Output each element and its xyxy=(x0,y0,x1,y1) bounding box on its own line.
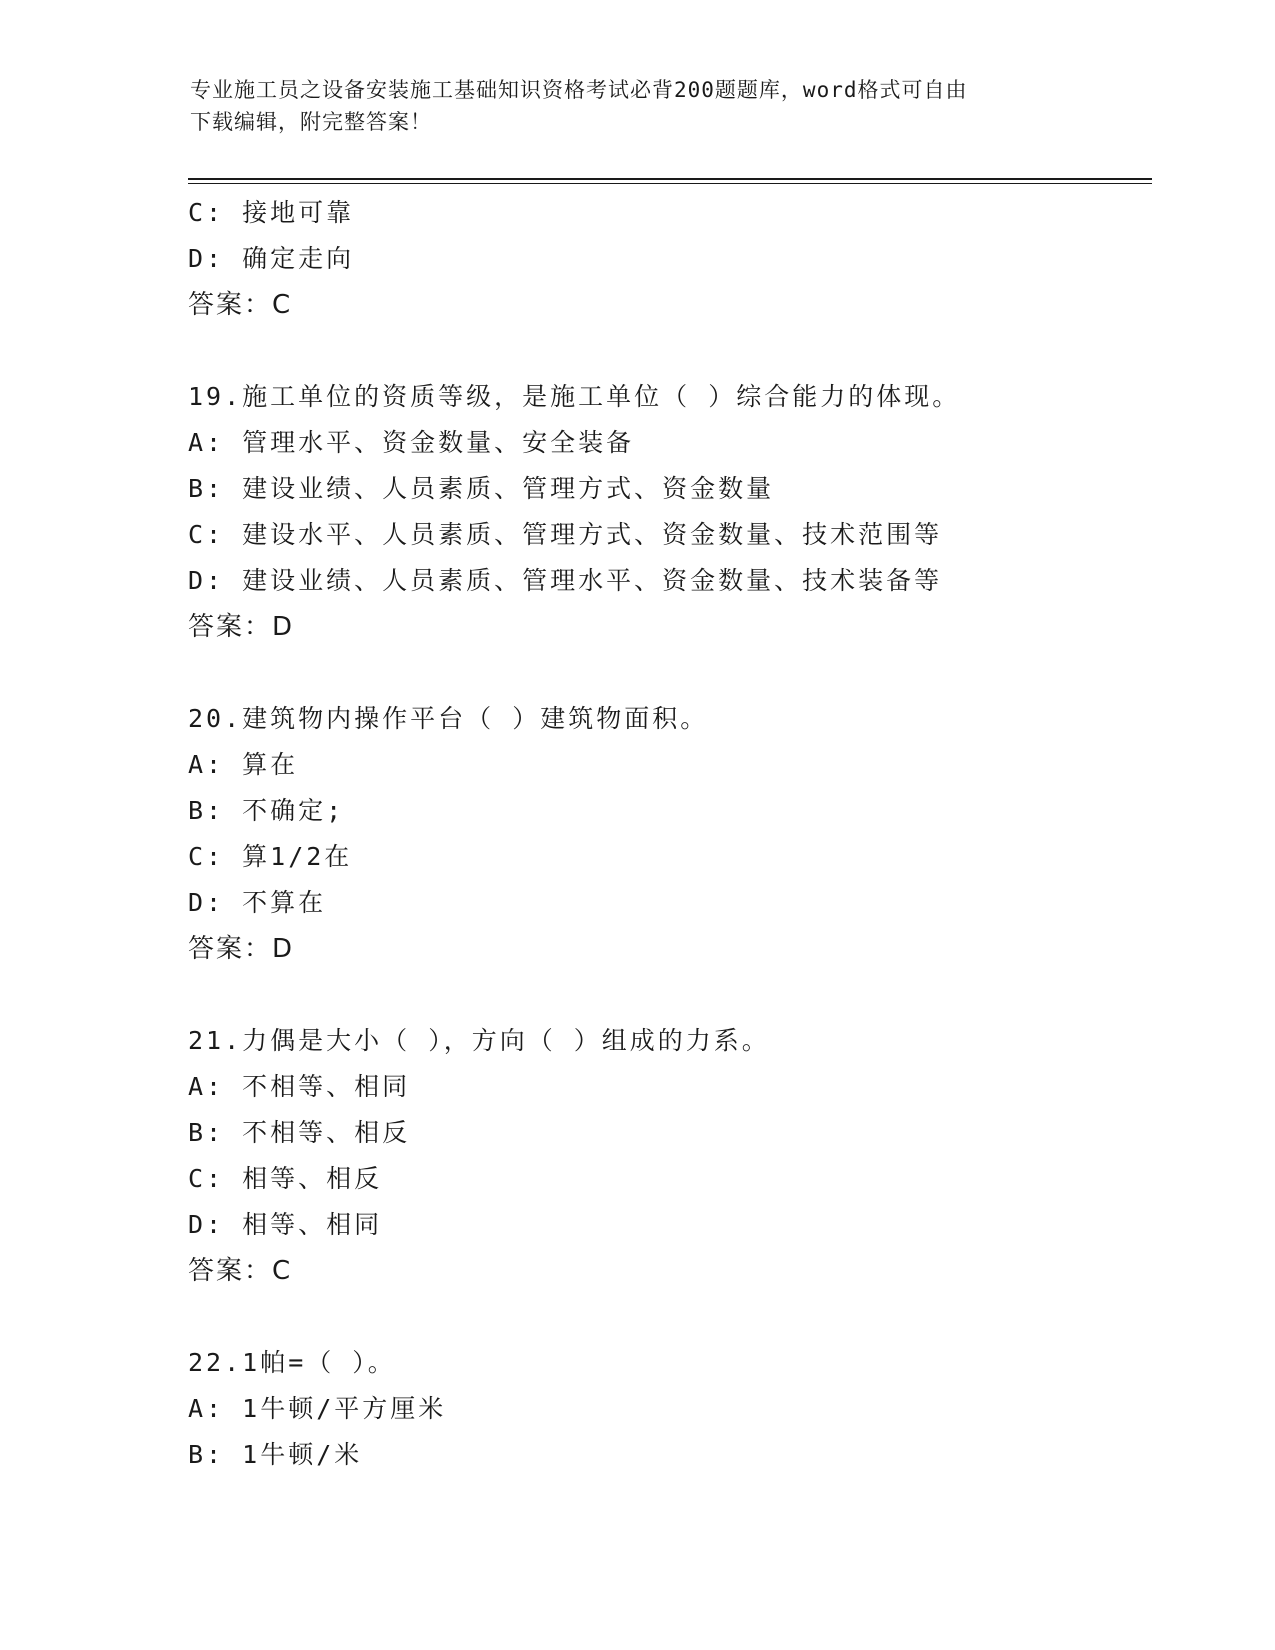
q19-stem: 19.施工单位的资质等级，是施工单位（ ）综合能力的体现。 xyxy=(188,382,961,411)
question-list xyxy=(188,190,1148,1478)
q19-option-c: C: 建设水平、人员素质、管理方式、资金数量、技术范围等 xyxy=(188,520,943,549)
q21-option-c: C: 相等、相反 xyxy=(188,1164,383,1193)
q19-option-b: B: 建设业绩、人员素质、管理方式、资金数量 xyxy=(188,474,775,503)
header-divider-thin xyxy=(188,183,1152,184)
q22-option-b: B: 1牛顿/米 xyxy=(188,1440,363,1469)
q20-answer: 答案：D xyxy=(188,934,295,964)
q22-option-a: A: 1牛顿/平方厘米 xyxy=(188,1394,447,1423)
q20-option-c: C: 算1/2在 xyxy=(188,842,353,871)
header-line-1: 专业施工员之设备安装施工基础知识资格考试必背200题题库，word格式可自由 xyxy=(190,78,968,102)
q19-answer: 答案：D xyxy=(188,612,295,642)
q20-stem: 20.建筑物内操作平台（ ）建筑物面积。 xyxy=(188,704,709,733)
spacer xyxy=(188,972,1148,1018)
q21-answer: 答案：C xyxy=(188,1256,293,1286)
q18-answer: 答案：C xyxy=(188,290,293,320)
document-header xyxy=(190,74,1070,138)
spacer xyxy=(188,328,1148,374)
q21-stem: 21.力偶是大小（ ），方向（ ）组成的力系。 xyxy=(188,1026,770,1055)
spacer xyxy=(188,650,1148,696)
q19-option-d: D: 建设业绩、人员素质、管理水平、资金数量、技术装备等 xyxy=(188,566,943,595)
q20-option-b: B: 不确定; xyxy=(188,796,345,825)
q21-option-a: A: 不相等、相同 xyxy=(188,1072,411,1101)
q19-option-a: A: 管理水平、资金数量、安全装备 xyxy=(188,428,635,457)
q21-option-b: B: 不相等、相反 xyxy=(188,1118,411,1147)
q18-option-d: D: 确定走向 xyxy=(188,244,355,273)
q22-stem: 22.1帕=（ ）。 xyxy=(188,1348,396,1377)
spacer xyxy=(188,1294,1148,1340)
q18-option-c: C: 接地可靠 xyxy=(188,198,355,227)
q20-option-d: D: 不算在 xyxy=(188,888,327,917)
q21-option-d: D: 相等、相同 xyxy=(188,1210,383,1239)
header-divider xyxy=(188,178,1152,180)
header-line-2: 下载编辑，附完整答案！ xyxy=(190,110,432,134)
q20-option-a: A: 算在 xyxy=(188,750,299,779)
